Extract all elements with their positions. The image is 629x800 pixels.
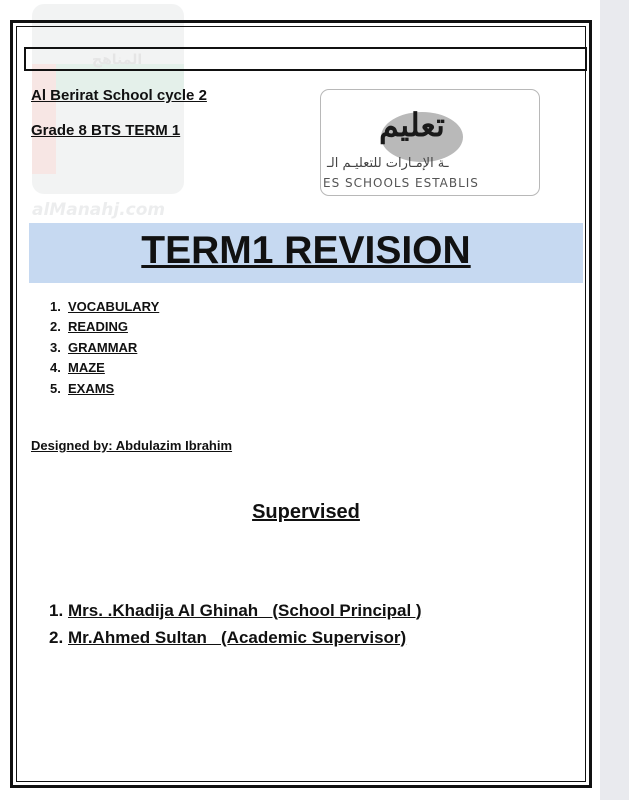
contents-item-label: GRAMMAR xyxy=(68,339,138,355)
contents-item-label: VOCABULARY xyxy=(68,298,160,314)
contents-item-label: MAZE xyxy=(68,360,105,376)
supervisor-number: 1. xyxy=(49,600,64,620)
title-banner xyxy=(29,223,583,283)
header-bar xyxy=(24,47,587,71)
designed-by: Designed by: Abdulazim Ibrahim xyxy=(31,438,233,453)
supervisor-item xyxy=(49,597,422,624)
contents-item-label: READING xyxy=(68,319,128,335)
page-title: TERM1 REVISION xyxy=(141,229,471,272)
contents-item-label: EXAMS xyxy=(68,380,115,396)
school-name: Al Berirat School cycle 2 xyxy=(31,87,207,104)
supervisor-item xyxy=(49,624,422,651)
contents-item xyxy=(50,296,159,317)
contents-item-number: 4. xyxy=(50,360,61,376)
watermark-arabic-text: المناهج xyxy=(92,52,143,68)
supervisor-label: Mr.Ahmed Sultan (Academic Supervisor) xyxy=(68,627,407,647)
contents-item-number: 5. xyxy=(50,380,61,396)
grade-term: Grade 8 BTS TERM 1 xyxy=(31,122,181,139)
contents-list xyxy=(50,296,159,399)
logo-arabic-line: ـة الإمـارات للتعليـم الـ xyxy=(327,156,449,171)
contents-item-number: 2. xyxy=(50,319,61,335)
supervisor-label: Mrs. .Khadija Al Ghinah (School Principal ) xyxy=(68,600,422,620)
logo-mark: تعليم xyxy=(379,106,445,144)
watermark-site-text: alManahj.com xyxy=(32,200,166,220)
contents-item xyxy=(50,358,159,379)
contents-item xyxy=(50,378,159,399)
contents-item-number: 1. xyxy=(50,298,61,314)
schools-establishment-logo xyxy=(320,89,540,196)
contents-item-number: 3. xyxy=(50,339,61,355)
logo-english-line: ES SCHOOLS ESTABLIS xyxy=(323,176,479,190)
page-edge-strip xyxy=(600,0,629,800)
contents-item xyxy=(50,337,159,358)
supervisors-list xyxy=(49,597,422,651)
contents-item xyxy=(50,317,159,338)
supervised-heading: Supervised xyxy=(252,501,360,523)
supervisor-number: 2. xyxy=(49,627,64,647)
